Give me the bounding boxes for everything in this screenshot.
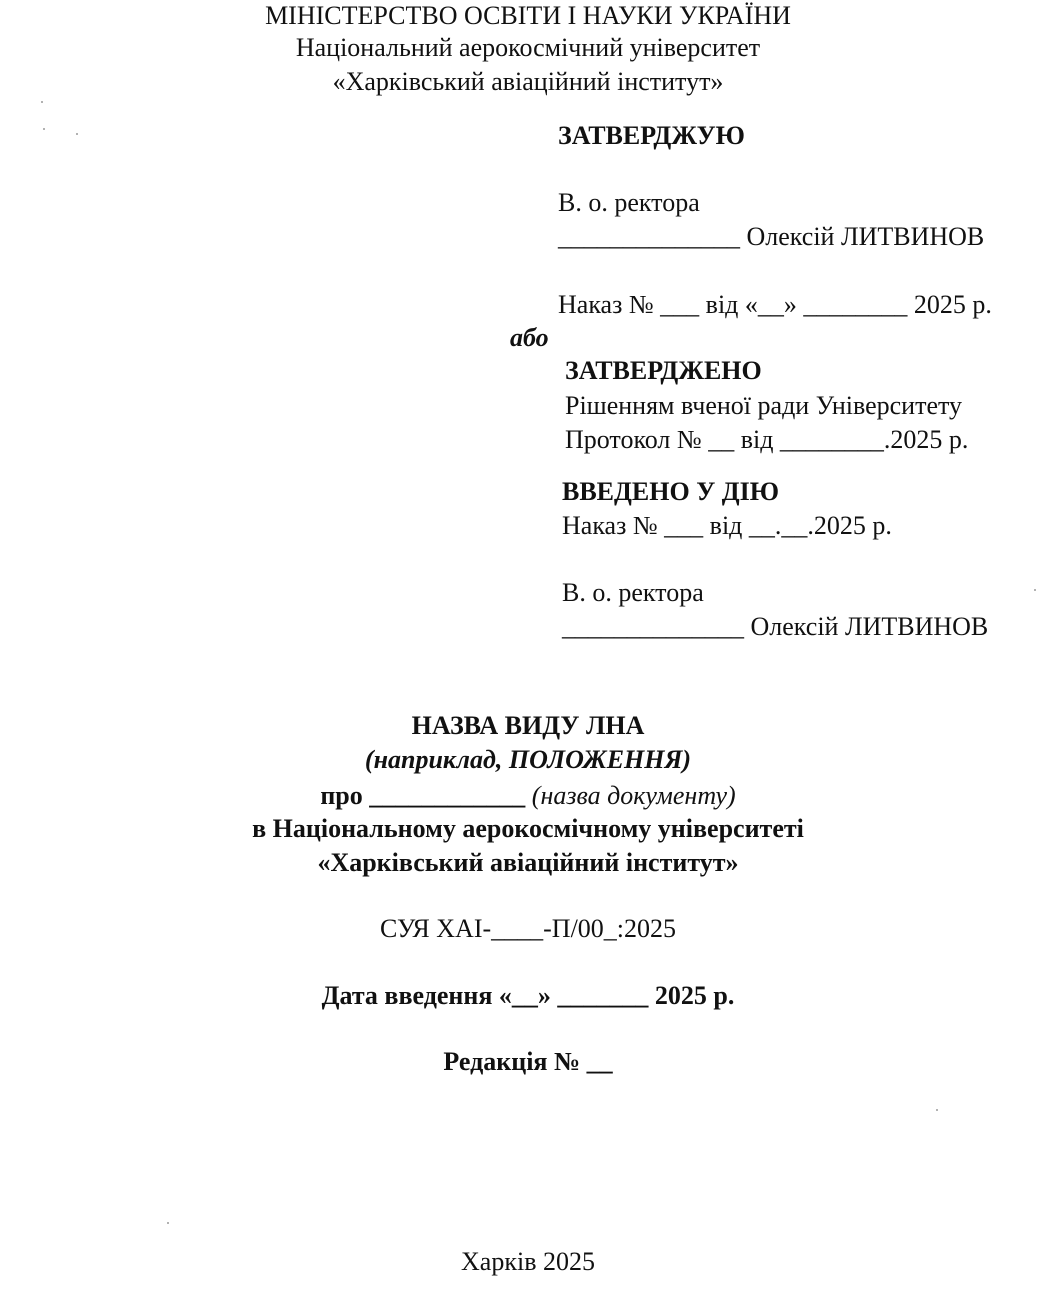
- rector-signature-line: ______________ Олексій ЛИТВИНОВ: [558, 222, 985, 251]
- rector-order-line: Наказ № ___ від «__» ________ 2025 р.: [558, 290, 992, 319]
- revision-number: Редакція № __: [443, 1047, 613, 1076]
- scan-speck: [41, 101, 43, 103]
- effective-date: Дата введення «__» _______ 2025 р.: [321, 981, 735, 1010]
- ministry-heading: МІНІСТЕРСТВО ОСВІТИ І НАУКИ УКРАЇНИ: [265, 1, 791, 30]
- council-heading: ЗАТВЕРДЖЕНО: [565, 356, 762, 385]
- in-university-line: в Національному аерокосмічному університеті: [252, 814, 804, 843]
- scan-speck: [1034, 589, 1036, 591]
- rector-position: В. о. ректора: [558, 188, 700, 217]
- council-protocol: Протокол № __ від ________.2025 р.: [565, 425, 969, 454]
- document-about-line: [0, 780, 1056, 812]
- approval-heading: ЗАТВЕРДЖУЮ: [558, 121, 745, 150]
- enactment-heading: ВВЕДЕНО У ДІЮ: [562, 477, 780, 506]
- scan-speck: [167, 1222, 169, 1224]
- enactment-signature-line: ______________ Олексій ЛИТВИНОВ: [562, 612, 989, 641]
- about-hint: (назва документу): [531, 781, 736, 810]
- document-code: СУЯ ХАІ-____-П/00_:2025: [379, 914, 677, 943]
- university-name: Національний аерокосмічний університет: [295, 33, 761, 62]
- about-prefix: про ____________: [320, 781, 526, 810]
- council-decision: Рішенням вченої ради Університету: [565, 391, 963, 420]
- or-separator: або: [510, 323, 549, 352]
- enactment-rector-position: В. о. ректора: [562, 578, 704, 607]
- scan-speck: [76, 133, 78, 135]
- institute-name: «Харківський авіаційний інститут»: [332, 67, 724, 96]
- document-type-example: (наприклад, ПОЛОЖЕННЯ): [364, 745, 692, 774]
- enactment-order-line: Наказ № ___ від __.__.2025 р.: [562, 511, 892, 540]
- scan-speck: [936, 1109, 938, 1111]
- document-type: НАЗВА ВИДУ ЛНА: [411, 711, 645, 740]
- footer-city-year: Харків 2025: [461, 1247, 595, 1276]
- scan-speck: [43, 128, 45, 130]
- title-institute-line: «Харківський авіаційний інститут»: [317, 848, 739, 877]
